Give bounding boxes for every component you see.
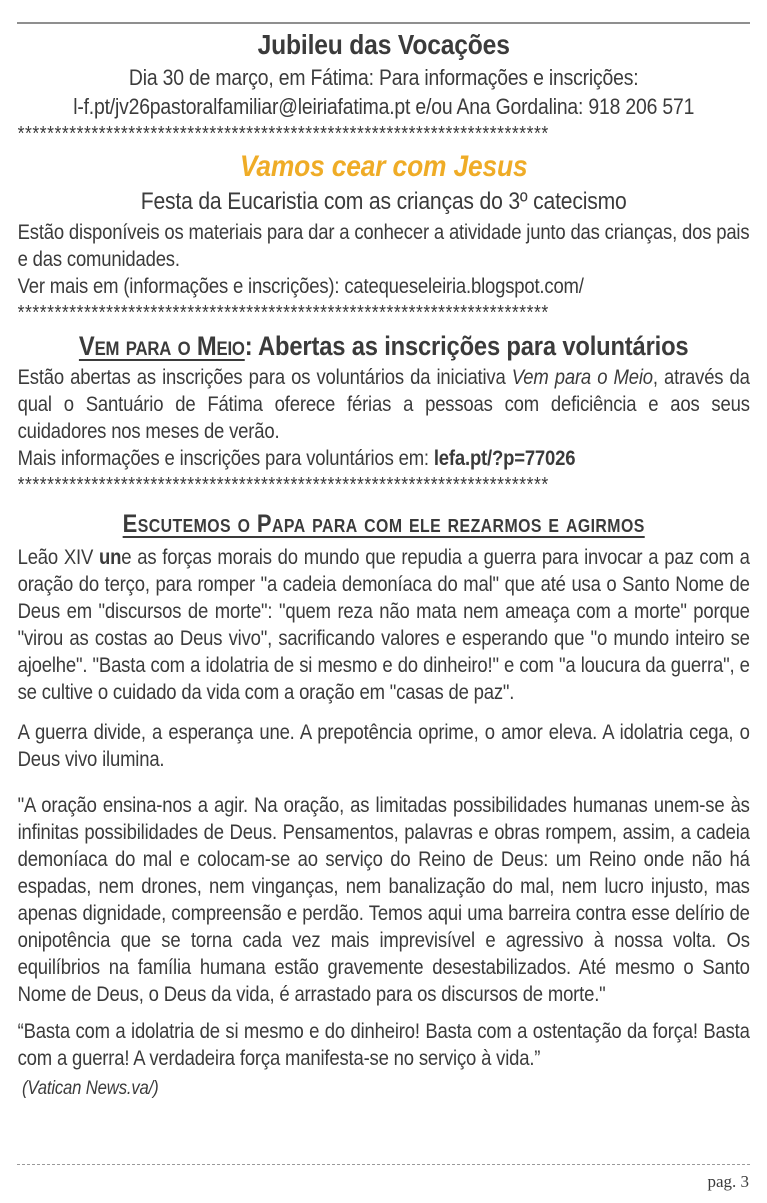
jubileu-title: Jubileu das Vocações [257, 29, 510, 60]
vem-heading-title: Vem para o Meio [78, 331, 245, 361]
vem-info-line [18, 445, 750, 472]
vem-body-rest: , através da qual o Santuário de Fátima oferece férias a pessoas com deficiência e aos seus cuidadores nos meses de verão. [17, 366, 750, 443]
section-jubileu [18, 27, 750, 121]
page-content [0, 27, 767, 1101]
vem-body-prefix: Estão abertas as inscrições para os voluntários da iniciativa [17, 366, 512, 389]
vem-info-prefix: Mais informações e inscrições para voluntários em: [17, 447, 434, 470]
vem-body [18, 364, 750, 445]
cear-blog-link[interactable]: catequeseleiria.blogspot.com/ [344, 275, 584, 298]
vem-body-initiative-name: Vem para o Meio [511, 366, 653, 389]
p1-prefix: Leão XIV [17, 546, 100, 569]
vem-lefa-link[interactable]: lefa.pt/?p=77026 [433, 447, 576, 470]
page-footer [0, 1158, 767, 1203]
paragraph-leao-xiv [18, 544, 750, 706]
vem-heading [18, 328, 750, 364]
asterisk-divider: ************************************************************************ [17, 474, 549, 496]
jubileu-info-line: Dia 30 de março, em Fátima: Para informações e inscrições: [128, 65, 639, 90]
paragraph-basta-quote: “Basta com a idolatria de si mesmo e do dinheiro! Basta com a ostentação da força! Basta com a guerra! A verdadeira força manifesta-se no serviço à vida.” [17, 1020, 750, 1070]
section-cear [18, 147, 750, 300]
footer-dashed-rule [17, 1164, 750, 1165]
paragraph-oracao-ensina: "A oração ensina-nos a agir. Na oração, as limitadas possibilidades humanas unem-se às infinitas possibilidades de Deus. Pensamentos, palavras e obras rompem, assim, a cadeia demoníaca do mal e colocam-se ao serviço do Reino de Deus: um Reino onde não há espadas, nem drones, nem vinganças, nem banalização do mal, nem lucro injusto, mas apenas dignidade, compreensão e perdão. Temos aqui uma barreira contra esse delírio de onipotência que se torna cada vez mais imprevisível e agressivo à nossa volta. Os equilíbrios na família humana estão gravemente desestabilizados. Até mesmo o Santo Nome de Deus, o Deus da vida, é arrastado para os discursos de morte." [17, 794, 750, 1006]
cear-more-prefix: Ver mais em (informações e inscrições): [17, 275, 345, 298]
jubileu-contact-line [18, 92, 750, 121]
section-vem-para-o-meio [18, 328, 750, 472]
asterisk-divider: ************************************************************************ [17, 302, 549, 324]
cear-subtitle: Festa da Eucaristia com as crianças do 3º catecismo [140, 188, 627, 215]
vem-heading-rest: : Abertas as inscrições para voluntários [244, 331, 689, 361]
cear-body: Estão disponíveis os materiais para dar a conhecer a atividade junto das crianças, dos pais e das comunidades. [17, 221, 750, 271]
section-escutemos [18, 506, 750, 1101]
jubileu-contact-rest: e/ou Ana Gordalina: 918 206 571 [410, 94, 695, 119]
page-number: pag. 3 [707, 1172, 749, 1191]
p1-bold: un [99, 546, 122, 569]
p1-rest: e as forças morais do mundo que repudia a guerra para invocar a paz com a oração do terço, para romper "a cadeia demoníaca do mal" que até usa o Santo Nome de Deus em "discursos de morte": "quem reza não mata nem ameaça com a morte" porque "virou as costas ao Deus vivo", sacrificando valores e esperando que "o mundo inteiro se ajoelhe". "Basta com a idolatria de si mesmo e do dinheiro!" e com "a loucura da guerra", e se cultive o cuidado da vida com a oração em "casas de paz". [17, 546, 750, 704]
source-citation: (Vatican News.va/) [22, 1078, 159, 1099]
top-rule [17, 22, 750, 24]
jubileu-registration-link[interactable]: l-f.pt/jv26pastoralfamiliar@leiriafatima.pt [73, 94, 411, 119]
asterisk-divider: ************************************************************************ [17, 123, 549, 145]
escutemos-heading-text: Escutemos o Papa para com ele rezarmos e agirmos [122, 510, 645, 538]
escutemos-heading [18, 506, 750, 542]
paragraph-guerra-divide: A guerra divide, a esperança une. A prepotência oprime, o amor eleva. A idolatria cega, o Deus vivo ilumina. [17, 721, 750, 771]
cear-more-line [18, 273, 750, 300]
cear-title: Vamos cear com Jesus [239, 150, 528, 183]
